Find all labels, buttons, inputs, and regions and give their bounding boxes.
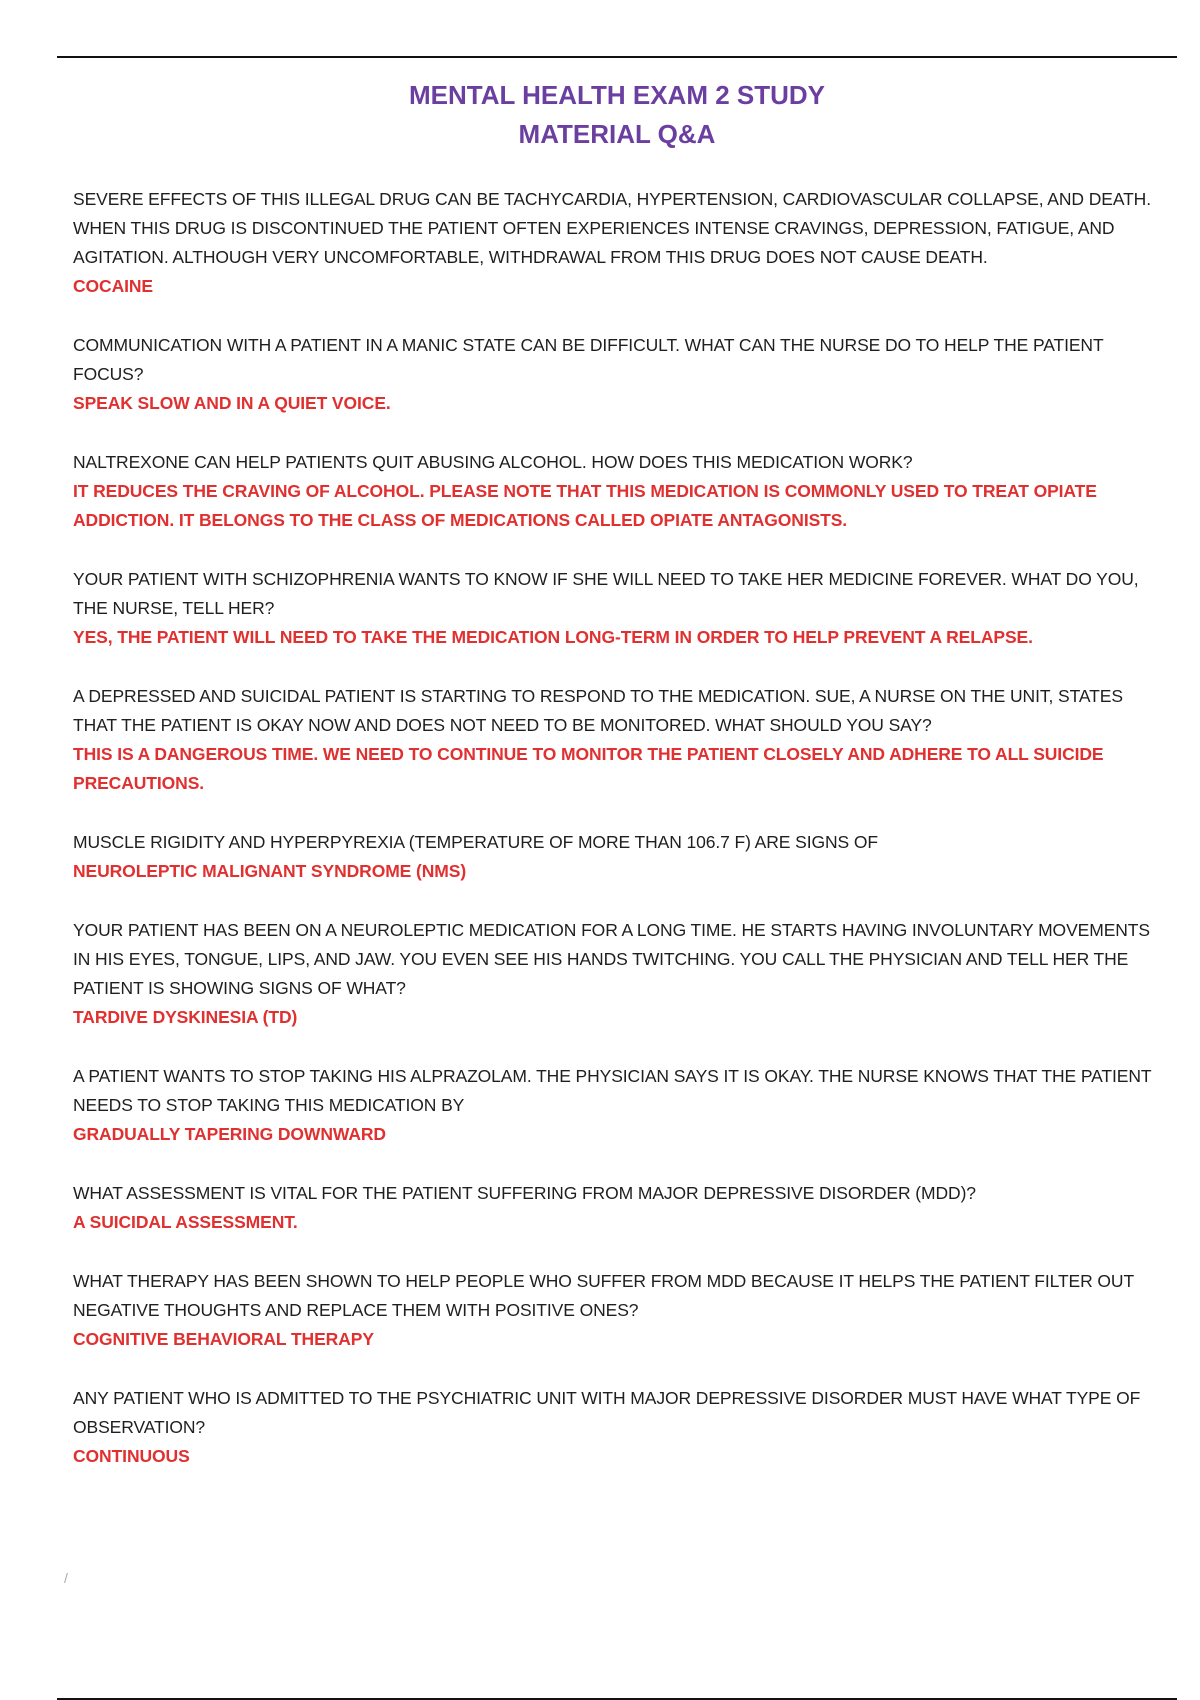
question-text: WHAT ASSESSMENT IS VITAL FOR THE PATIENT SUFFERING FROM MAJOR DEPRESSIVE DISORDER (MDD)? (73, 1183, 976, 1203)
question-text: SEVERE EFFECTS OF THIS ILLEGAL DRUG CAN BE TACHYCARDIA, HYPERTENSION, CARDIOVASCULAR COLLAPSE, AND DEATH. WHEN THIS DRUG IS DISCONTINUED THE PATIENT OFTEN EXPERIENCES INTENSE CRAVINGS, DEPRESSION, FATIGUE, AND AGITATION. ALTHOUGH VERY UNCOMFORTABLE, WITHDRAWAL FROM THIS DRUG DOES NOT CAUSE DEATH. (73, 189, 1151, 267)
question-text: A DEPRESSED AND SUICIDAL PATIENT IS STARTING TO RESPOND TO THE MEDICATION. SUE, A NURSE ON THE UNIT, STATES THAT THE PATIENT IS OKAY NOW AND DOES NOT NEED TO BE MONITORED. WHAT SHOULD YOU SAY? (73, 686, 1123, 735)
question-text: YOUR PATIENT WITH SCHIZOPHRENIA WANTS TO KNOW IF SHE WILL NEED TO TAKE HER MEDICINE FOREVER. WHAT DO YOU, THE NURSE, TELL HER? (73, 569, 1139, 618)
qa-item (73, 1384, 1153, 1471)
page-title (0, 76, 1200, 154)
answer-text: CONTINUOUS (73, 1446, 190, 1466)
footer-mark: / (64, 1570, 68, 1586)
question-text: MUSCLE RIGIDITY AND HYPERPYREXIA (TEMPERATURE OF MORE THAN 106.7 F) ARE SIGNS OF (73, 832, 878, 852)
answer-text: GRADUALLY TAPERING DOWNWARD (73, 1124, 386, 1144)
title-line-1: MENTAL HEALTH EXAM 2 STUDY (408, 80, 825, 110)
question-text: NALTREXONE CAN HELP PATIENTS QUIT ABUSING ALCOHOL. HOW DOES THIS MEDICATION WORK? (73, 452, 913, 472)
qa-item (73, 828, 1153, 886)
question-text: COMMUNICATION WITH A PATIENT IN A MANIC STATE CAN BE DIFFICULT. WHAT CAN THE NURSE DO TO HELP THE PATIENT FOCUS? (73, 335, 1104, 384)
title-line-2: MATERIAL Q&A (518, 119, 716, 149)
qa-item (73, 185, 1153, 301)
qa-item (73, 1179, 1153, 1237)
answer-text: IT REDUCES THE CRAVING OF ALCOHOL. PLEASE NOTE THAT THIS MEDICATION IS COMMONLY USED TO TREAT OPIATE ADDICTION. IT BELONGS TO THE CLASS OF MEDICATIONS CALLED OPIATE ANTAGONISTS. (73, 481, 1097, 530)
answer-text: TARDIVE DYSKINESIA (TD) (73, 1007, 298, 1027)
answer-text: SPEAK SLOW AND IN A QUIET VOICE. (73, 393, 391, 413)
question-text: WHAT THERAPY HAS BEEN SHOWN TO HELP PEOPLE WHO SUFFER FROM MDD BECAUSE IT HELPS THE PATIENT FILTER OUT NEGATIVE THOUGHTS AND REPLACE THEM WITH POSITIVE ONES? (73, 1271, 1134, 1320)
qa-item (73, 916, 1153, 1032)
qa-list (73, 185, 1153, 1501)
qa-item (73, 1062, 1153, 1149)
header-rule (57, 56, 1177, 58)
qa-item (73, 448, 1153, 535)
qa-item (73, 1267, 1153, 1354)
answer-text: COCAINE (73, 276, 153, 296)
qa-item (73, 565, 1153, 652)
answer-text: YES, THE PATIENT WILL NEED TO TAKE THE MEDICATION LONG-TERM IN ORDER TO HELP PREVENT A RELAPSE. (73, 627, 1033, 647)
qa-item (73, 682, 1153, 798)
answer-text: A SUICIDAL ASSESSMENT. (73, 1212, 298, 1232)
question-text: ANY PATIENT WHO IS ADMITTED TO THE PSYCHIATRIC UNIT WITH MAJOR DEPRESSIVE DISORDER MUST HAVE WHAT TYPE OF OBSERVATION? (73, 1388, 1141, 1437)
answer-text: COGNITIVE BEHAVIORAL THERAPY (73, 1329, 374, 1349)
question-text: YOUR PATIENT HAS BEEN ON A NEUROLEPTIC MEDICATION FOR A LONG TIME. HE STARTS HAVING INVOLUNTARY MOVEMENTS IN HIS EYES, TONGUE, LIPS, AND JAW. YOU EVEN SEE HIS HANDS TWITCHING. YOU CALL THE PHYSICIAN AND TELL HER THE PATIENT IS SHOWING SIGNS OF WHAT? (73, 920, 1150, 998)
question-text: A PATIENT WANTS TO STOP TAKING HIS ALPRAZOLAM. THE PHYSICIAN SAYS IT IS OKAY. THE NURSE KNOWS THAT THE PATIENT NEEDS TO STOP TAKING THIS MEDICATION BY (73, 1066, 1152, 1115)
answer-text: THIS IS A DANGEROUS TIME. WE NEED TO CONTINUE TO MONITOR THE PATIENT CLOSELY AND ADHERE TO ALL SUICIDE PRECAUTIONS. (73, 744, 1104, 793)
answer-text: NEUROLEPTIC MALIGNANT SYNDROME (NMS) (73, 861, 467, 881)
qa-item (73, 331, 1153, 418)
